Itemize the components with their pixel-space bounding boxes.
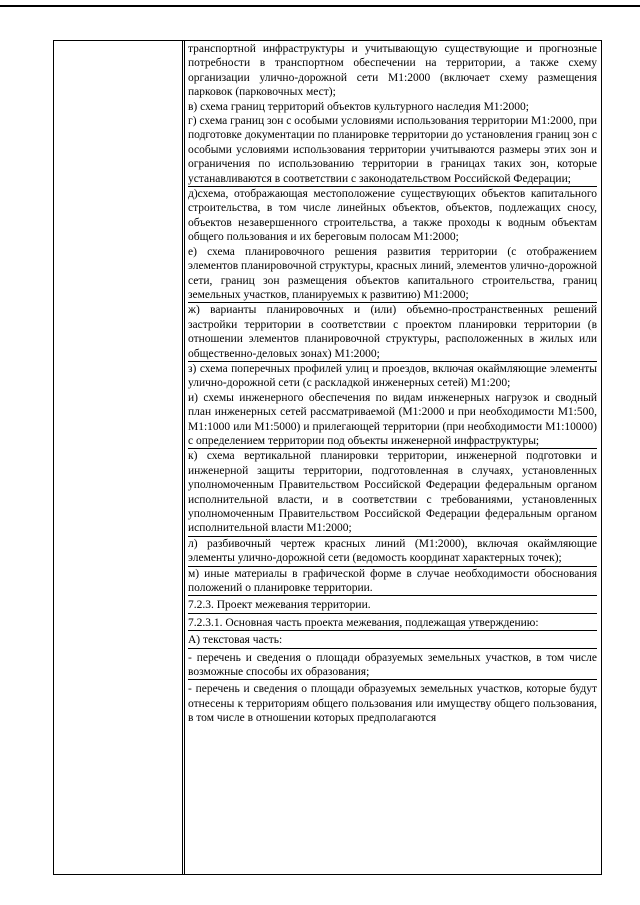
section-heading-7-2-3-1: 7.2.3.1. Основная часть проекта межевания, подлежащая утверждению:: [188, 613, 597, 630]
column-divider-outer: [182, 41, 183, 874]
table-content-cell: [188, 42, 597, 874]
list-item-land-plots: - перечень и сведения о площади образуемых земельных участков, в том числе возможные способы их образования;: [188, 648, 597, 680]
paragraph-item-e: е) схема планировочного решения развития территории (с отображением элементов планировочной структуры, красных линий, элементов улично-дорожной сети, границ зон размещения объектов капитального строительства, границ земельных участков, планируемых к развитию) М1:2000;: [188, 245, 597, 301]
paragraph-item-d: д)схема, отображающая местоположение существующих объектов капитального строительства, в том числе линейных объектов, объектов, подлежащих сносу, объектов незавершенного строительства, а также проходы к водным объектам общего пользования и их береговым полосам М1:2000;: [188, 188, 597, 244]
paragraph-item-k: к) схема вертикальной планировки территории, инженерной подготовки и инженерной защиты территории, подготовленная в случаях, установленных уполномоченным Правительством Российской Федерации федеральным органом исполнительной власти, и в соответствии с требованиями, установленных уполномоченным Правительством Российской Федерации федеральным органом исполнительной власти М1:2000;: [188, 450, 597, 535]
list-item-public-land-plots: - перечень и сведения о площади образуемых земельных участков, которые будут отнесены к территориям общего пользования или имуществу общего пользования, в том числе в отношении которых предполагаются: [188, 679, 597, 725]
subsection-text-part: А) текстовая часть:: [188, 630, 597, 647]
paragraph-transport: транспортной инфраструктуры и учитывающую существующие и прогнозные потребности в транспортном обеспечении на территории, а также схему организации улично-дорожной сети М1:2000 (включает схему размещения парковок (парковочных мест);: [188, 43, 597, 99]
paragraph-item-m: м) иные материалы в графической форме в случае необходимости обоснования положений о планировке территории.: [188, 567, 597, 595]
paragraph-item-l: л) разбивочный чертеж красных линий (М1:2000), включая окаймляющие элементы улично-дорожной сети (ведомость координат характерных точек);: [188, 537, 597, 565]
column-divider-inner: [184, 41, 185, 874]
paragraph-item-g: г) схема границ зон с особыми условиями использования территории М1:2000, при подготовке документации по планировке территории до установления границ зон с особыми условиями использования территории учитываются размеры этих зон и ограничения по использованию территории в границах таких зон, которые устанавливаются в соответствии с законодательством Российской Федерации;: [188, 115, 597, 185]
paragraph-item-i: и) схемы инженерного обеспечения по видам инженерных нагрузок и сводный план инженерных сетей рассматриваемой (М1:2000 и при необходимости М1:500, М1:1000 или М1:5000) и прилегающей территории (при необходимости М1:10000) с определением территории под объекты инженерной инфраструктуры;: [188, 391, 597, 447]
page-top-rule: [0, 5, 640, 7]
paragraph-item-z: з) схема поперечных профилей улиц и проездов, включая окаймляющие элементы улично-дорожной сети (с раскладкой инженерных сетей) М1:200;: [188, 362, 597, 390]
section-heading-7-2-3: 7.2.3. Проект межевания территории.: [188, 595, 597, 612]
paragraph-item-zh: ж) варианты планировочных и (или) объемно-пространственных решений застройки территории в соответствии с проектом планировки территории (в отношении элементов планировочной структуры, расположенных в жилых или общественно-деловых зонах) М1:2000;: [188, 304, 597, 360]
document-table: [53, 40, 602, 875]
paragraph-item-v: в) схема границ территорий объектов культурного наследия М1:2000;: [188, 100, 529, 113]
